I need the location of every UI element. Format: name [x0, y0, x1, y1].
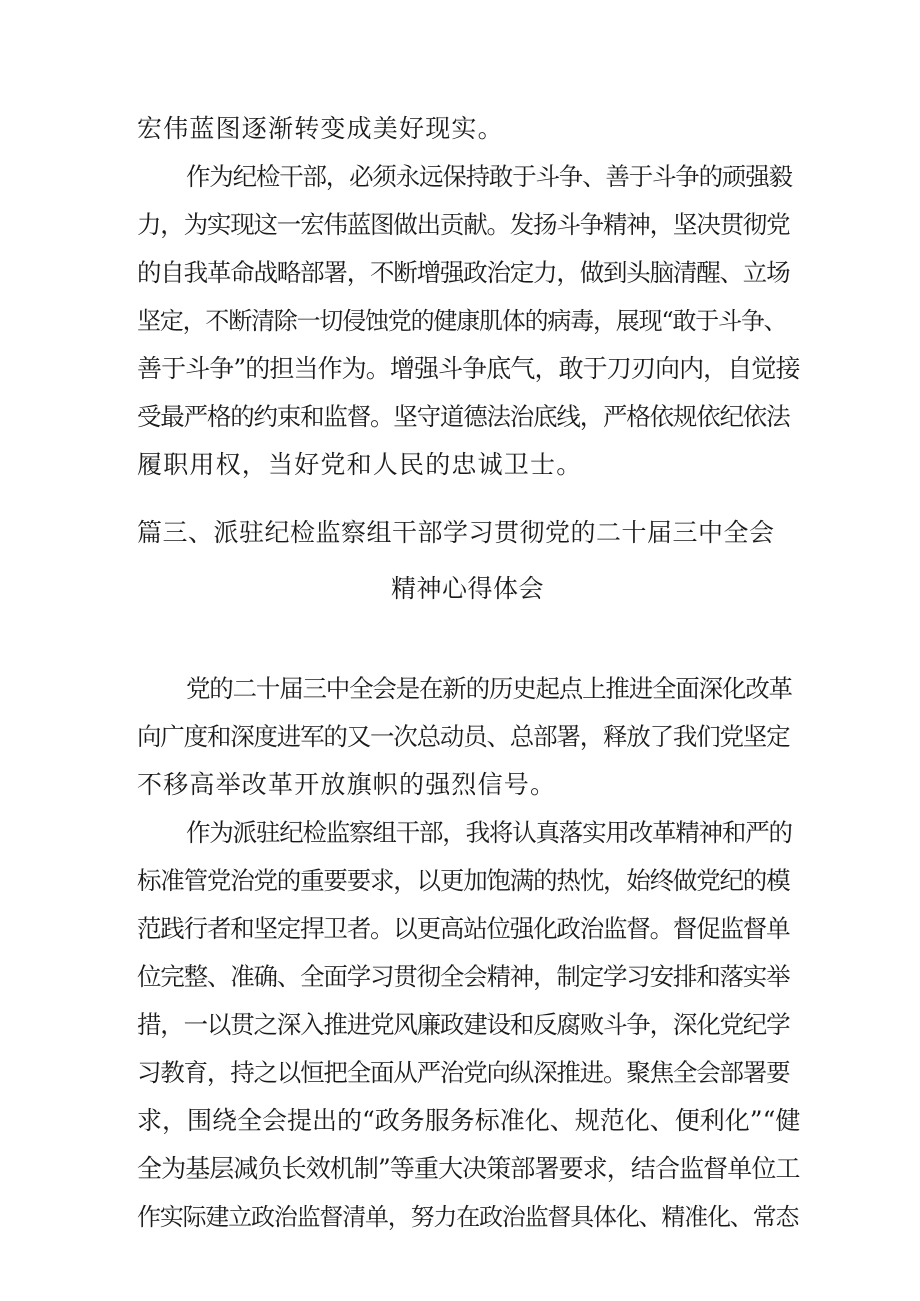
paragraph-line: 作为纪检干部，必须永远保持敢于斗争、善于斗争的顽强毅: [186, 162, 792, 191]
paragraph-line: 履职用权，当好党和人民的忠诚卫士。: [137, 450, 583, 479]
paragraph-line: 全为基层减负长效机制”等重大决策部署要求，结合监督单位工: [137, 1154, 800, 1183]
paragraph-line: 范践行者和坚定捍卫者。以更高站位强化政治监督。督促监督单: [137, 914, 790, 943]
paragraph-line: 的自我革命战略部署，不断增强政治定力，做到头脑清醒、立场: [137, 258, 790, 287]
paragraph-line: 不移高举改革开放旗帜的强烈信号。: [137, 770, 557, 799]
paragraph-line: 作为派驻纪检监察组干部，我将认真落实用改革精神和严的: [186, 818, 792, 847]
paragraph-line: 坚定，不断清除一切侵蚀党的健康肌体的病毒，展现“敢于斗争、: [137, 307, 787, 335]
paragraph-line: 措，一以贯之深入推进党风廉政建设和反腐败斗争，深化党纪学: [137, 1010, 790, 1039]
paragraph-line: 标准管党治党的重要要求，以更加饱满的热忱，始终做党纪的模: [137, 866, 790, 895]
paragraph-line: 党的二十届三中全会是在新的历史起点上推进全面深化改革: [186, 674, 792, 703]
paragraph-line: 求，围绕全会提出的“政务服务标准化、规范化、便利化”“健: [137, 1106, 801, 1135]
paragraph-line: 习教育，持之以恒把全面从严治党向纵深推进。聚焦全会部署要: [137, 1058, 790, 1087]
paragraph-line: 力，为实现这一宏伟蓝图做出贡献。发扬斗争精神，坚决贯彻党: [137, 210, 790, 239]
paragraph-line: 位完整、准确、全面学习贯彻全会精神，制定学习安排和落实举: [137, 962, 790, 991]
paragraph-line: 宏伟蓝图逐渐转变成美好现实。: [137, 114, 504, 143]
paragraph-line: 善于斗争”的担当作为。增强斗争底气，敢于刀刃向内，自觉接: [137, 354, 800, 383]
paragraph-line: 受最严格的约束和监督。坚守道德法治底线，严格依规依纪依法: [137, 402, 790, 431]
paragraph-line: 向广度和深度进军的又一次总动员、总部署，释放了我们党坚定: [137, 722, 790, 751]
section-heading-continued: 精神心得体会: [391, 574, 545, 603]
section-heading: 篇三、派驻纪检监察组干部学习贯彻党的二十届三中全会: [137, 518, 775, 547]
paragraph-line: 作实际建立政治监督清单，努力在政治监督具体化、精准化、常态: [137, 1203, 799, 1231]
